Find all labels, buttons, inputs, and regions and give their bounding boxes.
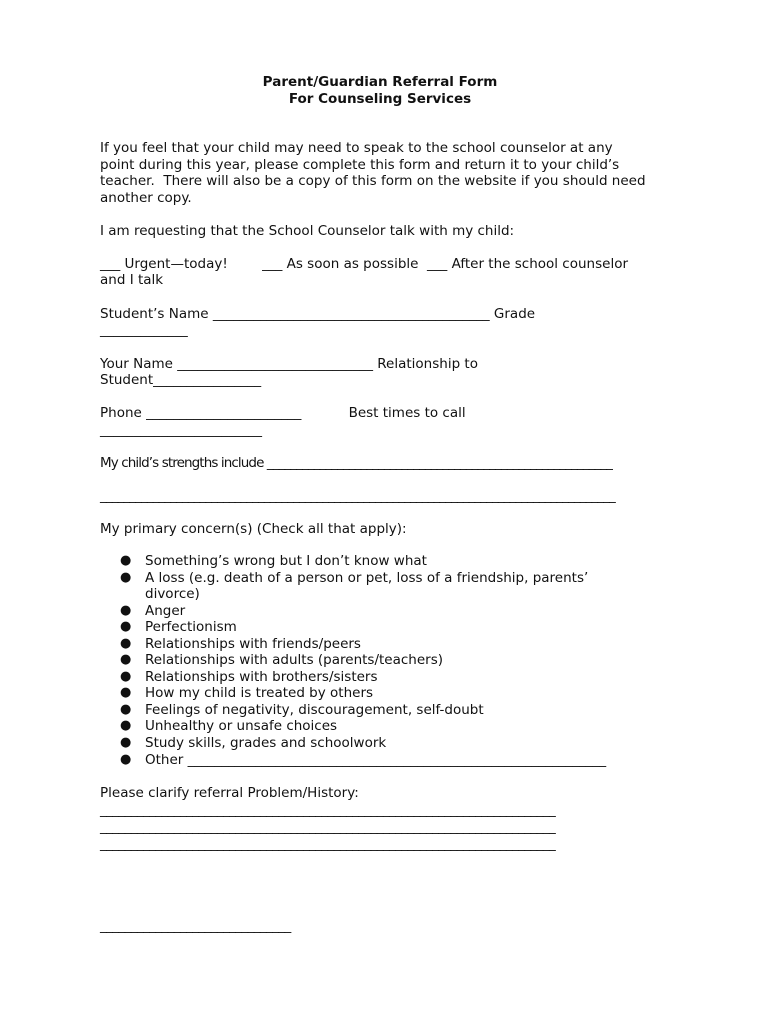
list-item[interactable]: ● Unhealthy or unsafe choices (120, 718, 338, 735)
bullet-icon: ● (120, 718, 132, 734)
bullet-icon: ● (120, 751, 132, 767)
signature-line[interactable]: _______________________________ (100, 918, 291, 934)
form-title: Parent/Guardian Referral Form (262, 74, 498, 90)
bullet-icon: ● (120, 619, 132, 635)
request-statement: I am requesting that the School Counselor talk with my child: (100, 223, 515, 239)
bullet-icon: ● (120, 668, 132, 684)
bullet-icon: ● (120, 635, 132, 651)
bullet-icon: ● (120, 701, 132, 717)
strengths-field-line2[interactable]: ________________________________________________________________________________________ (100, 488, 615, 504)
relationship-field[interactable]: Student________________ (100, 372, 262, 388)
list-item[interactable]: ● Anger (120, 602, 186, 619)
clarify-line[interactable]: __________________________________________________________________________ (100, 836, 556, 852)
intro-line: teacher. There will also be a copy of this form on the website if you should need (100, 173, 646, 190)
form-subtitle: For Counseling Services (288, 91, 472, 107)
bullet-icon: ● (120, 553, 132, 568)
list-item[interactable]: ● Other ______________________________________________________________ (120, 751, 607, 768)
clarify-heading: Please clarify referral Problem/History: (100, 785, 359, 801)
strengths-field[interactable]: My child’s strengths include ___________________________________________________________ (100, 455, 613, 471)
list-item[interactable]: ● A loss (e.g. death of a person or pet, loss of a friendship, parents’ (120, 569, 589, 586)
list-item[interactable]: ● Feelings of negativity, discouragement, self-doubt (120, 701, 484, 718)
student-name-field[interactable]: Student’s Name _________________________________________ Grade (100, 306, 536, 322)
best-times-field[interactable]: ________________________ (100, 422, 262, 438)
bullet-icon: ● (120, 685, 132, 701)
phone-field[interactable]: Phone _______________________ Best times to call (100, 405, 466, 421)
grade-field[interactable]: _____________ (100, 322, 188, 338)
bullet-icon: ● (120, 735, 132, 751)
concerns-heading: My primary concern(s) (Check all that apply): (100, 521, 407, 537)
bullet-icon: ● (120, 602, 132, 618)
list-item[interactable]: ● Relationships with friends/peers (120, 635, 361, 652)
intro-line: point during this year, please complete this form and return it to your child’s (100, 156, 620, 173)
intro-line: another copy. (100, 190, 192, 207)
bullet-icon: ● (120, 569, 132, 585)
intro-line: If you feel that your child may need to speak to the school counselor at any (100, 140, 613, 156)
clarify-line[interactable]: __________________________________________________________________________ (100, 819, 556, 835)
list-item-continuation: divorce) (145, 586, 200, 603)
clarify-line[interactable]: __________________________________________________________________________ (100, 802, 556, 818)
urgency-options[interactable]: ___ Urgent—today! ___ As soon as possible ___ After the school counselor (100, 256, 629, 272)
concerns-list (100, 553, 606, 768)
list-item[interactable]: ● Perfectionism (120, 619, 237, 636)
list-item[interactable]: ● Relationships with adults (parents/teachers) (120, 652, 444, 669)
list-item[interactable]: ● Relationships with brothers/sisters (120, 668, 378, 685)
urgency-options-continued: and I talk (100, 272, 164, 288)
list-item[interactable]: ● Something’s wrong but I don’t know what (120, 553, 427, 569)
list-item[interactable]: ● How my child is treated by others (120, 685, 374, 702)
bullet-icon: ● (120, 652, 132, 668)
list-item[interactable]: ● Study skills, grades and schoolwork (120, 735, 387, 752)
your-name-field[interactable]: Your Name _____________________________ Relationship to (100, 356, 478, 372)
intro-paragraph (100, 140, 680, 207)
